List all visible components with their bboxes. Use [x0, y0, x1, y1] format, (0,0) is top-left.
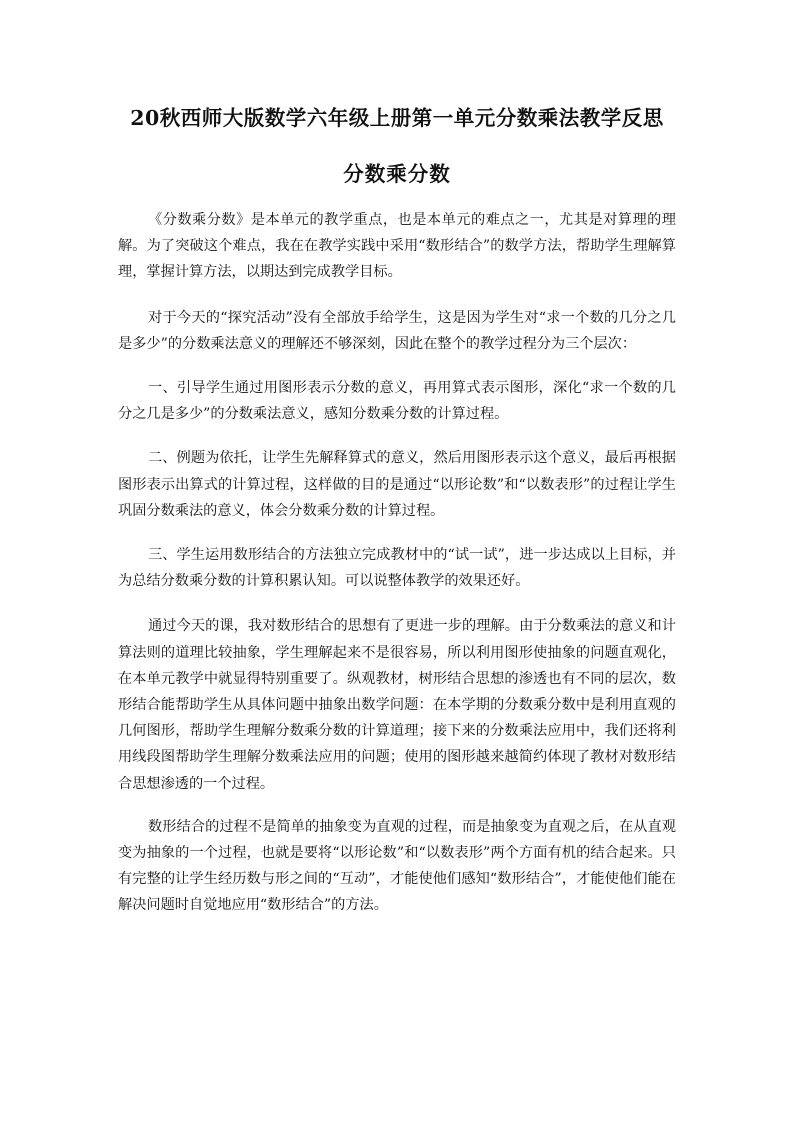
paragraph-conclusion: 数形结合的过程不是简单的抽象变为直观的过程，而是抽象变为直观之后，在从直观变为抽象的一个过程，也就是要将“以形论数”和“以数表形”两个方面有机的结合起来。只有完整的让学生经历数与形之间的“互动”，才能使他们感知“数形结合”，才能使他们能在解决问题时自觉地应用“数形结合”的方法。 [118, 818, 676, 914]
paragraph-level-two: 二、例题为依托，让学生先解释算式的意义，然后用图形表示这个意义，最后再根据图形表示出算式的计算过程，这样做的目的是通过“以形论数”和“以数表形”的过程让学生巩固分数乘法的意义，体会分数乘分数的计算过程。 [118, 450, 676, 519]
paragraph-reflection: 通过今天的课，我对数形结合的思想有了更进一步的理解。由于分数乘法的意义和计算法则的道理比较抽象，学生理解起来不是很容易，所以利用图形使抽象的问题直观化，在本单元教学中就显得特别重要了。纵观教材，树形结合思想的渗透也有不同的层次，数形结合能帮助学生从具体问题中抽象出数学问题：在本学期的分数乘分数中是利用直观的几何图形，帮助学生理解分数乘分数的计算道理；接下来的分数乘法应用中，我们还将利用线段图帮助学生理解分数乘法应用的问题；使用的图形越来越简约体现了教材对数形结合思想渗透的一个过程。 [118, 618, 676, 792]
paragraph-activity-overview: 对于今天的“探究活动”没有全部放手给学生，这是因为学生对“求一个数的几分之几是多少”的分数乘法意义的理解还不够深刻，因此在整个的教学过程分为三个层次： [118, 309, 676, 352]
paragraph-level-three: 三、学生运用数形结合的方法独立完成教材中的“试一试”，进一步达成以上目标，并为总结分数乘分数的计算积累认知。可以说整体教学的效果还好。 [118, 547, 676, 590]
document-subtitle: 分数乘分数 [343, 162, 451, 186]
paragraph-level-one: 一、引导学生通过用图形表示分数的意义，再用算式表示图形，深化“求一个数的几分之几是多少”的分数乘法意义，感知分数乘分数的计算过程。 [118, 380, 676, 423]
paragraph-intro: 《分数乘分数》是本单元的教学重点，也是本单元的难点之一，尤其是对算理的理解。为了突破这个难点，我在在教学实践中采用“数形结合”的数学方法，帮助学生理解算理，掌握计算方法，以期达到完成教学目标。 [118, 212, 676, 281]
document-title: 20秋西师大版数学六年级上册第一单元分数乘法教学反思 [130, 106, 664, 130]
document-body [118, 207, 676, 935]
